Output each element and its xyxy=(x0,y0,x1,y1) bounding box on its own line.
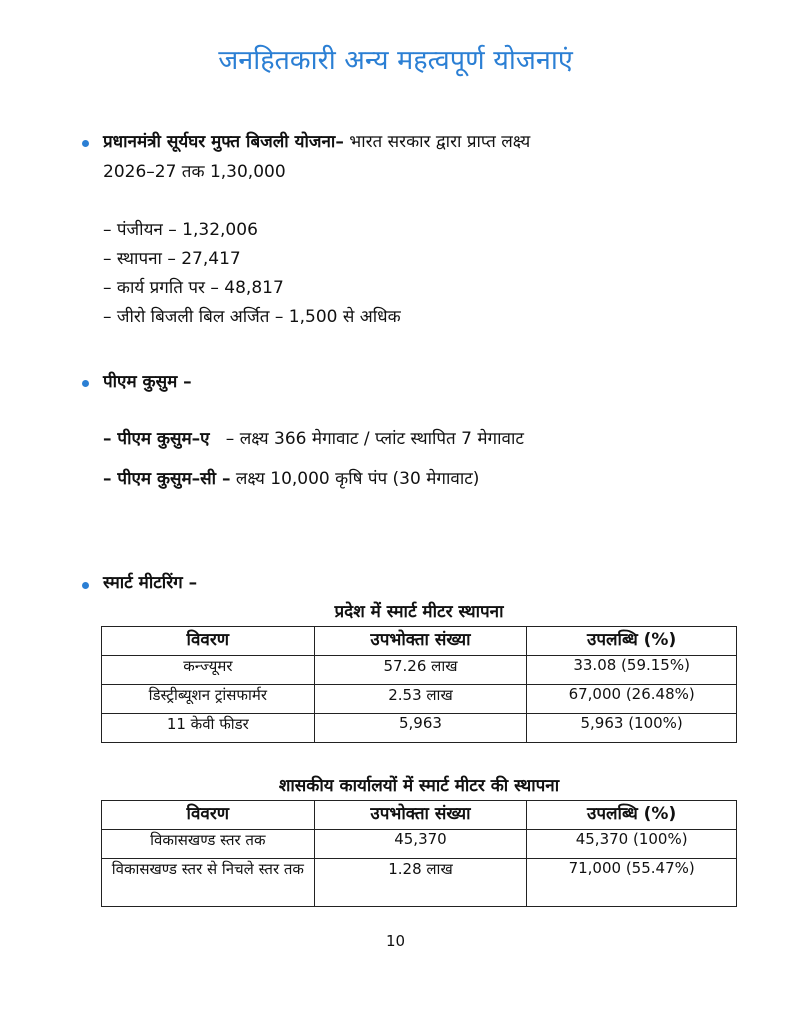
smart-heading: स्मार्ट मीटरिंग – xyxy=(103,573,198,593)
page-number: 10 xyxy=(385,932,406,950)
kusum-c-text: लक्ष्य 10,000 कृषि पंप (30 मेगावाट) xyxy=(235,469,480,489)
table1-caption: प्रदेश में स्मार्ट मीटर स्थापना xyxy=(334,602,504,622)
smart-meter-state-table xyxy=(101,626,737,743)
column-header: उपभोक्ता संख्या xyxy=(314,627,527,656)
column-header: उपभोक्ता संख्या xyxy=(314,801,527,830)
table-cell: 1.28 लाख xyxy=(314,859,527,907)
surya-item-installation: – स्थापना – 27,417 xyxy=(103,249,241,269)
column-header: उपलब्धि (%) xyxy=(527,801,737,830)
table-cell: 45,370 xyxy=(314,830,527,859)
table-row xyxy=(102,859,737,907)
table-row xyxy=(102,685,737,714)
kusum-a-label: – पीएम कुसुम–ए xyxy=(103,429,210,449)
table-cell: 67,000 (26.48%) xyxy=(527,685,737,714)
bullet-icon xyxy=(82,380,89,387)
surya-line1: भारत सरकार द्वारा प्राप्त लक्ष्य xyxy=(349,132,531,152)
table-row xyxy=(102,714,737,743)
surya-paragraph xyxy=(103,128,743,156)
surya-item-in-progress: – कार्य प्रगति पर – 48,817 xyxy=(103,278,284,298)
surya-item-registration: – पंजीयन – 1,32,006 xyxy=(103,220,258,240)
table-cell: 11 केवी फीडर xyxy=(102,714,315,743)
table-cell: कन्ज्यूमर xyxy=(102,656,315,685)
table-cell: डिस्ट्रीब्यूशन ट्रांसफार्मर xyxy=(102,685,315,714)
surya-target: 2026–27 तक 1,30,000 xyxy=(103,162,286,182)
page-title: जनहितकारी अन्य महत्वपूर्ण योजनाएं xyxy=(218,45,573,76)
table-cell: 2.53 लाख xyxy=(314,685,527,714)
table-cell: 5,963 (100%) xyxy=(527,714,737,743)
surya-item-zero-bill: – जीरो बिजली बिल अर्जित – 1,500 से अधिक xyxy=(103,307,401,327)
table-cell: 57.26 लाख xyxy=(314,656,527,685)
column-header: विवरण xyxy=(102,801,315,830)
smart-meter-govt-table xyxy=(101,800,737,907)
table-cell: विकासखण्ड स्तर तक xyxy=(102,830,315,859)
table-cell: 5,963 xyxy=(314,714,527,743)
table-cell: 71,000 (55.47%) xyxy=(527,859,737,907)
column-header: विवरण xyxy=(102,627,315,656)
kusum-a-row xyxy=(103,425,524,453)
kusum-c-label: – पीएम कुसुम–सी – xyxy=(103,469,231,489)
table-header-row xyxy=(102,801,737,830)
table-row xyxy=(102,830,737,859)
table2-caption: शासकीय कार्यालयों में स्मार्ट मीटर की स्थापना xyxy=(278,776,560,796)
bullet-icon xyxy=(82,582,89,589)
kusum-c-row xyxy=(103,465,479,493)
table-header-row xyxy=(102,627,737,656)
column-header: उपलब्धि (%) xyxy=(527,627,737,656)
surya-heading: प्रधानमंत्री सूर्यघर मुफ्त बिजली योजना– xyxy=(103,132,344,152)
table-cell: 45,370 (100%) xyxy=(527,830,737,859)
bullet-icon xyxy=(82,140,89,147)
table-cell: 33.08 (59.15%) xyxy=(527,656,737,685)
kusum-heading: पीएम कुसुम – xyxy=(103,372,192,392)
table-cell: विकासखण्ड स्तर से निचले स्तर तक xyxy=(102,859,315,907)
kusum-a-text: – लक्ष्य 366 मेगावाट / प्लांट स्थापित 7 मेगावाट xyxy=(225,429,524,449)
table-row xyxy=(102,656,737,685)
